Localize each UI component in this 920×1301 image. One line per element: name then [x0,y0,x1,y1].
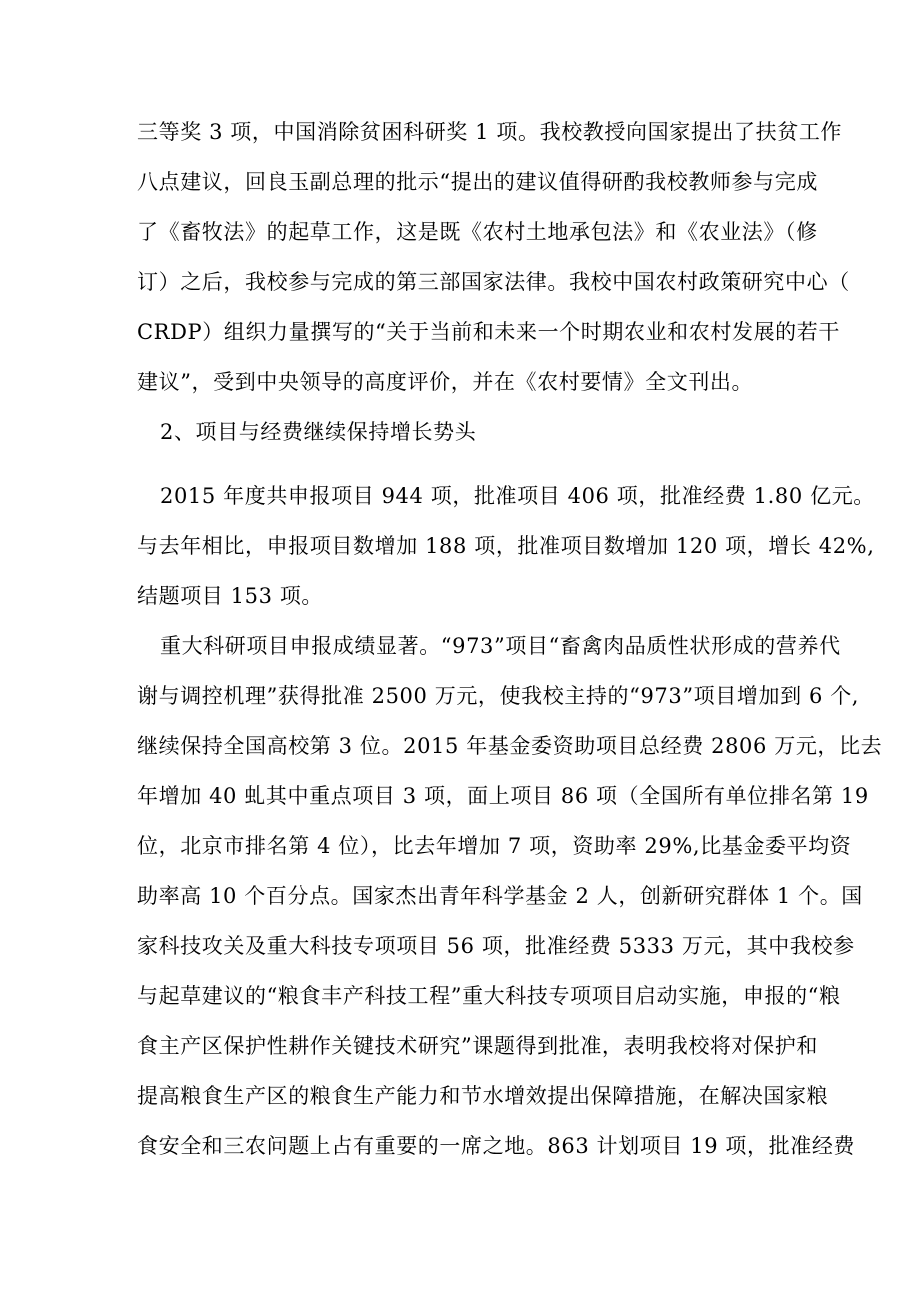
body-text-line: 位，北京市排名第 4 位），比去年增加 7 项，资助率 29%,比基金委平均资 [137,834,852,858]
body-text-line: 与去年相比，申报项目数增加 188 项，批准项目数增加 120 项，增长 42%, [137,534,875,558]
body-text-line: 助率高 10 个百分点。国家杰出青年科学基金 2 人，创新研究群体 1 个。国 [137,884,863,908]
body-text-line: 订）之后，我校参与完成的第三部国家法律。我校中国农村政策研究中心（ [137,270,850,294]
body-text-line: 食主产区保护性耕作关键技术研究”课题得到批准，表明我校将对保护和 [137,1034,818,1058]
body-text-line: 年增加 40 虬其中重点项目 3 项，面上项目 86 项（全国所有单位排名第 19 [137,784,869,808]
body-text-line: 谢与调控机理”获得批准 2500 万元，使我校主持的“973”项目增加到 6 个, [137,684,860,708]
body-text-line: 重大科研项目申报成绩显著。“973”项目“畜禽肉品质性状形成的营养代 [160,634,841,658]
body-text-line: 结题项目 153 项。 [137,584,324,608]
body-text-line: CRDP）组织力量撰写的“关于当前和未来一个时期农业和农村发展的若干 [137,320,840,344]
body-text-line: 了《畜牧法》的起草工作，这是既《农村土地承包法》和《农业法》（修 [137,220,818,244]
body-text-line: 提高粮食生产区的粮食生产能力和节水增效提出保障措施，在解决国家粮 [137,1084,829,1108]
body-text-line: 三等奖 3 项，中国消除贫困科研奖 1 项。我校教授向国家提出了扶贫工作 [137,120,843,144]
body-text-line: 与起草建议的“粮食丰产科技工程”重大科技专项项目启动实施，申报的“粮 [137,984,841,1008]
body-text-line: 食安全和三农问题上占有重要的一席之地。863 计划项目 19 项，批准经费 [137,1134,856,1158]
body-text-line: 继续保持全国高校第 3 位。2015 年基金委资助项目总经费 2806 万元，比去 [137,734,883,758]
body-text-line: 家科技攻关及重大科技专项项目 56 项，批准经费 5333 万元，其中我校参 [137,934,855,958]
body-text-line: 建议”，受到中央领导的高度评价，并在《农村要情》全文刊出。 [137,370,754,394]
section-heading: 2、项目与经费继续保持增长势头 [160,420,477,444]
body-text-line: 2015 年度共申报项目 944 项，批准项目 406 项，批准经费 1.80 亿元。 [160,484,875,508]
body-text-line: 八点建议，回良玉副总理的批示“提出的建议值得研酌我校教师参与完成 [137,170,818,194]
